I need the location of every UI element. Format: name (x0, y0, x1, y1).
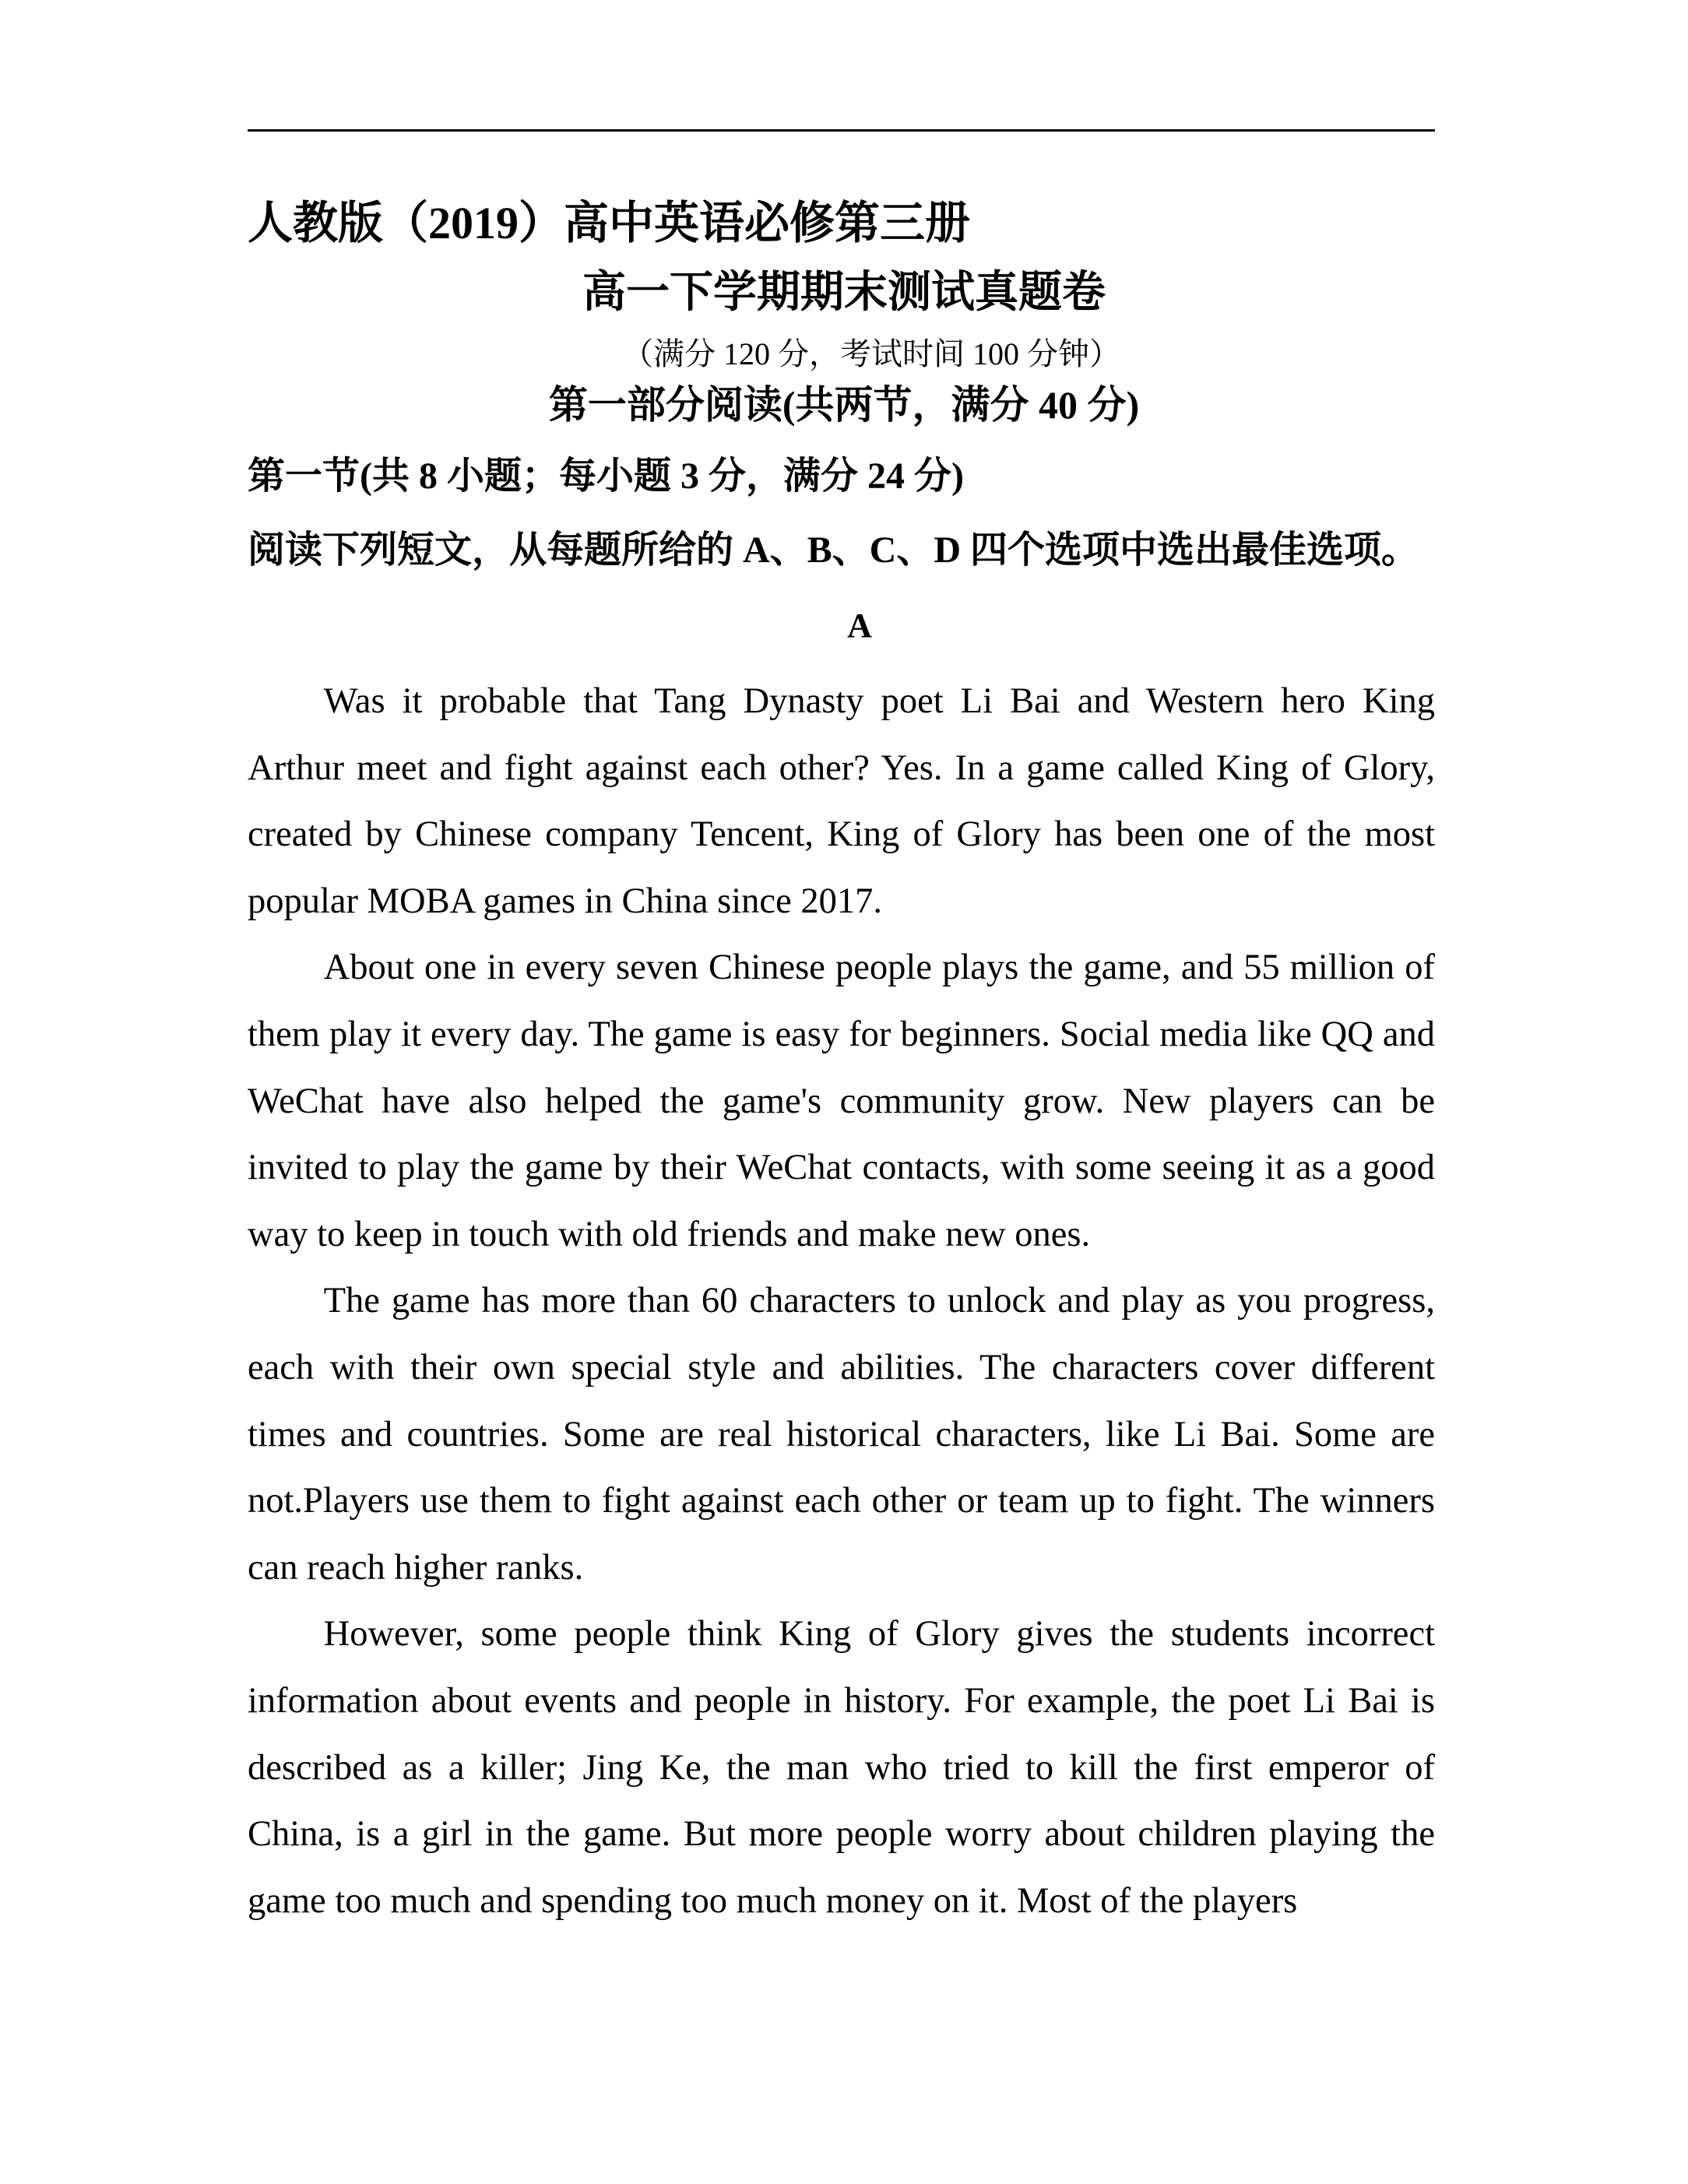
exam-score-time-note: （满分 120 分，考试时间 100 分钟） (622, 336, 1120, 371)
passage-paragraph: The game has more than 60 characters to unlock and play as you progress, each with their own special style and abilities. The characters cover different times and countries. Some are real historical characters, like Li Bai. Some are not.Players use them to fight against each other or team up to fight. The winners can reach higher ranks. (248, 1281, 1435, 1588)
passage-paragraph: However, some people think King of Glory gives the students incorrect information about events and people in history. For example, the poet Li Bai is described as a killer; Jing Ke, the man who tried to kill the first emperor of China, is a girl in the game. But more people worry about children playing the game too much and spending too much money on it. Most of the players (248, 1614, 1435, 1921)
document-title: 人教版（2019）高中英语必修第三册 (248, 198, 971, 248)
section-title: 第一节(共 8 小题；每小题 3 分，满分 24 分) (248, 455, 964, 497)
passage-paragraph: About one in every seven Chinese people plays the game, and 55 million of them play it every day. The game is easy for beginners. Social media like QQ and WeChat have also helped the game's community grow. New players can be invited to play the game by their WeChat contacts, with some seeing it as a good way to keep in touch with old friends and make new ones. (248, 948, 1435, 1254)
exam-title: 高一下学期期末测试真题卷 (582, 269, 1106, 317)
passage-text (248, 668, 1435, 1934)
part-title: 第一部分阅读(共两节，满分 40 分) (548, 383, 1140, 427)
passage-paragraph: Was it probable that Tang Dynasty poet Li Bai and Western hero King Arthur meet and fight against each other? Yes. In a game called King of Glory, created by Chinese company Tencent, King of Glory has been one of the most popular MOBA games in China since 2017. (248, 681, 1435, 921)
reading-instruction: 阅读下列短文，从每题所给的 A、B、C、D 四个选项中选出最佳选项。 (248, 529, 1419, 571)
header-rule (248, 129, 1435, 132)
passage-label: A (847, 607, 872, 645)
